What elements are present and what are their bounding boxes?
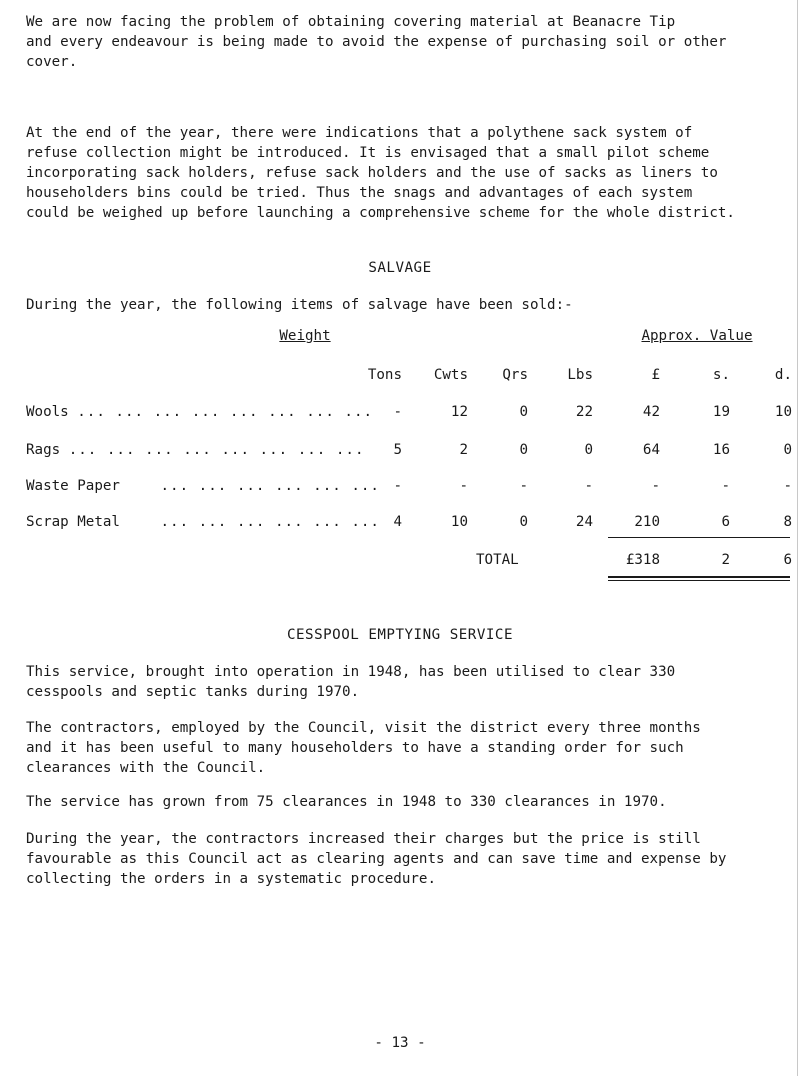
- paragraph-charges: During the year, the contractors increased their charges but the price is still favourable as this Council act as clearing agents and can save time and expense by collecting the orders in a systematic procedure.: [26, 831, 727, 887]
- table-row: [26, 442, 365, 458]
- page-edge-rule: [797, 0, 798, 1076]
- cell-shillings: 6: [721, 514, 730, 530]
- cell-pounds: 64: [642, 442, 660, 458]
- cell-cwts: 12: [450, 404, 468, 420]
- row-item-label: Waste Paper: [26, 478, 120, 494]
- paragraph-contractors: The contractors, employed by the Council, visit the district every three months and it has been useful to many householders to have a standing order for such clearances with the Council.: [26, 720, 701, 776]
- cell-tons: 5: [393, 442, 402, 458]
- cell-qrs: 0: [519, 404, 528, 420]
- total-rule-top: [608, 537, 790, 538]
- table-row: [26, 404, 373, 420]
- cell-tons: -: [393, 478, 402, 494]
- paragraph-cesspool-service: This service, brought into operation in 1948, has been utilised to clear 330 cesspools and septic tanks during 1970.: [26, 664, 676, 700]
- cell-pence: 10: [774, 404, 792, 420]
- column-header-shillings: s.: [712, 367, 730, 383]
- column-header-lbs: Lbs: [567, 367, 593, 383]
- row-item-label: Rags: [26, 442, 61, 458]
- row-leader-dots: ... ... ... ... ... ...: [160, 478, 380, 494]
- paragraph-covering-material: We are now facing the problem of obtaining covering material at Beanacre Tip and every endeavour is being made to avoid the expense of purchasing soil or other cover.: [26, 14, 727, 70]
- total-shillings: 2: [721, 552, 730, 568]
- cell-pounds: -: [651, 478, 660, 494]
- paragraph-salvage-intro: During the year, the following items of salvage have been sold:-: [26, 297, 573, 313]
- cell-lbs: -: [584, 478, 593, 494]
- cell-cwts: 10: [450, 514, 468, 530]
- row-leader-dots: ... ... ... ... ... ...: [160, 514, 380, 530]
- table-row: [26, 478, 380, 494]
- cell-qrs: 0: [519, 514, 528, 530]
- cell-shillings: 16: [712, 442, 730, 458]
- cell-pounds: 210: [634, 514, 660, 530]
- cell-pence: 0: [783, 442, 792, 458]
- column-header-qrs: Qrs: [502, 367, 528, 383]
- cell-tons: 4: [393, 514, 402, 530]
- column-header-pence: d.: [774, 367, 792, 383]
- total-pence: 6: [783, 552, 792, 568]
- cell-cwts: -: [459, 478, 468, 494]
- row-item-label: Wools: [26, 404, 69, 420]
- cell-tons: -: [393, 404, 402, 420]
- cell-lbs: 0: [584, 442, 593, 458]
- cell-cwts: 2: [459, 442, 468, 458]
- total-rule-double-2: [608, 580, 790, 581]
- cell-pence: 8: [783, 514, 792, 530]
- page-number: - 13 -: [374, 1035, 426, 1051]
- weight-group-header: Weight: [279, 328, 331, 344]
- total-rule-double-1: [608, 576, 790, 578]
- cell-pounds: 42: [642, 404, 660, 420]
- column-header-pounds: £: [651, 367, 660, 383]
- table-row: [26, 514, 380, 530]
- row-item-label: Scrap Metal: [26, 514, 120, 530]
- cell-shillings: -: [721, 478, 730, 494]
- cell-lbs: 24: [575, 514, 593, 530]
- value-group-header: Approx. Value: [641, 328, 753, 344]
- cell-lbs: 22: [575, 404, 593, 420]
- paragraph-service-growth: The service has grown from 75 clearances in 1948 to 330 clearances in 1970.: [26, 794, 667, 810]
- column-header-tons: Tons: [367, 367, 402, 383]
- cell-pence: -: [783, 478, 792, 494]
- cesspool-heading: CESSPOOL EMPTYING SERVICE: [286, 627, 514, 643]
- cell-qrs: 0: [519, 442, 528, 458]
- cell-shillings: 19: [712, 404, 730, 420]
- cell-qrs: -: [519, 478, 528, 494]
- total-pounds: £318: [625, 552, 660, 568]
- salvage-heading: SALVAGE: [368, 260, 432, 276]
- row-leader-dots: ... ... ... ... ... ... ... ...: [77, 404, 374, 420]
- total-label: TOTAL: [476, 552, 519, 568]
- paragraph-polythene-sacks: At the end of the year, there were indications that a polythene sack system of refuse collection might be introduced. It is envisaged that a small pilot scheme incorporating sack holders, refuse sack holders and the use of sacks as liners to householders bins could be tried. Thus the snags and advantages of each system could be weighed up before launching a comprehensive scheme for the whole district.: [26, 125, 735, 221]
- row-leader-dots: ... ... ... ... ... ... ... ...: [68, 442, 365, 458]
- column-header-cwts: Cwts: [433, 367, 468, 383]
